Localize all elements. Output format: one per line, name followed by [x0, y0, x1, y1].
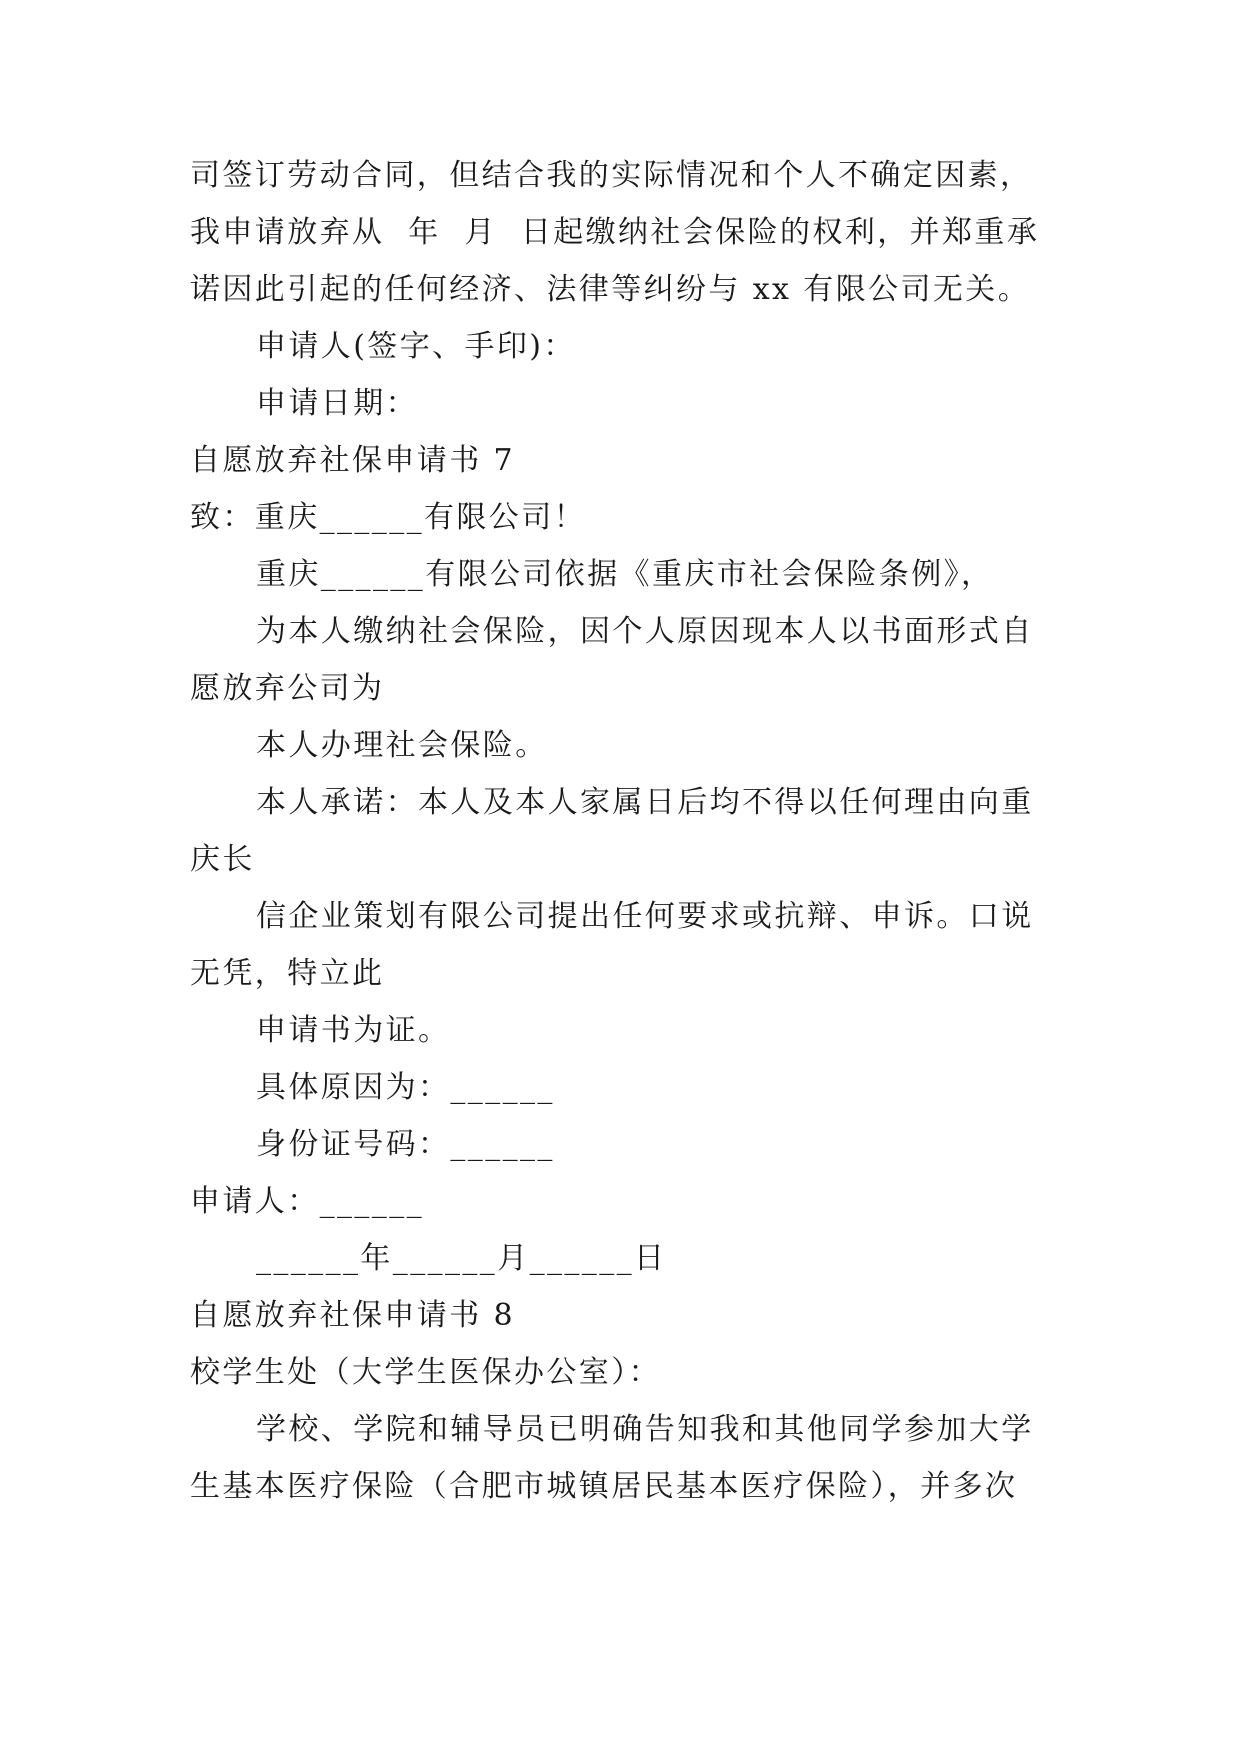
application-date-label: 申请日期：: [256, 386, 418, 421]
body-text-line: 生基本医疗保险（合肥市城镇居民基本医疗保险），并多次: [190, 1469, 1018, 1504]
salutation: 致：重庆______有限公司！: [190, 500, 586, 535]
body-text-line: 司签订劳动合同，但结合我的实际情况和个人不确定因素，: [190, 158, 1033, 193]
body-text-line: 申请书为证。: [256, 1013, 451, 1048]
section-heading: 自愿放弃社保申请书 7: [190, 443, 516, 478]
body-text-line: 学校、学院和辅导员已明确告知我和其他同学参加大学: [256, 1412, 1034, 1447]
date-field-label: ______年______月______日: [256, 1241, 667, 1276]
section-heading: 自愿放弃社保申请书 8: [190, 1298, 516, 1333]
body-text-line: 诺因此引起的任何经济、法律等纠纷与 xx 有限公司无关。: [190, 272, 1031, 307]
body-text-line: 为本人缴纳社会保险，因个人原因现本人以书面形式自: [256, 614, 1034, 649]
body-text-line: 我申请放弃从 年 月 日起缴纳社会保险的权利，并郑重承: [190, 215, 1040, 250]
body-text-line: 信企业策划有限公司提出任何要求或抗辩、申诉。口说: [256, 899, 1034, 934]
body-text-line: 庆长: [190, 842, 255, 877]
body-text-line: 本人承诺：本人及本人家属日后均不得以任何理由向重: [256, 785, 1034, 820]
reason-field-label: 具体原因为：______: [256, 1070, 555, 1105]
salutation: 校学生处（大学生医保办公室）：: [190, 1355, 661, 1390]
id-number-field-label: 身份证号码：______: [256, 1127, 555, 1162]
body-text-line: 愿放弃公司为: [190, 671, 385, 706]
body-text-line: 本人办理社会保险。: [256, 728, 548, 763]
body-text-line: 重庆______有限公司依据《重庆市社会保险条例》，: [256, 557, 994, 592]
applicant-field-label: 申请人：______: [190, 1184, 424, 1219]
applicant-signature-label: 申请人(签字、手印)：: [256, 329, 576, 364]
body-text-line: 无凭，特立此: [190, 956, 385, 991]
